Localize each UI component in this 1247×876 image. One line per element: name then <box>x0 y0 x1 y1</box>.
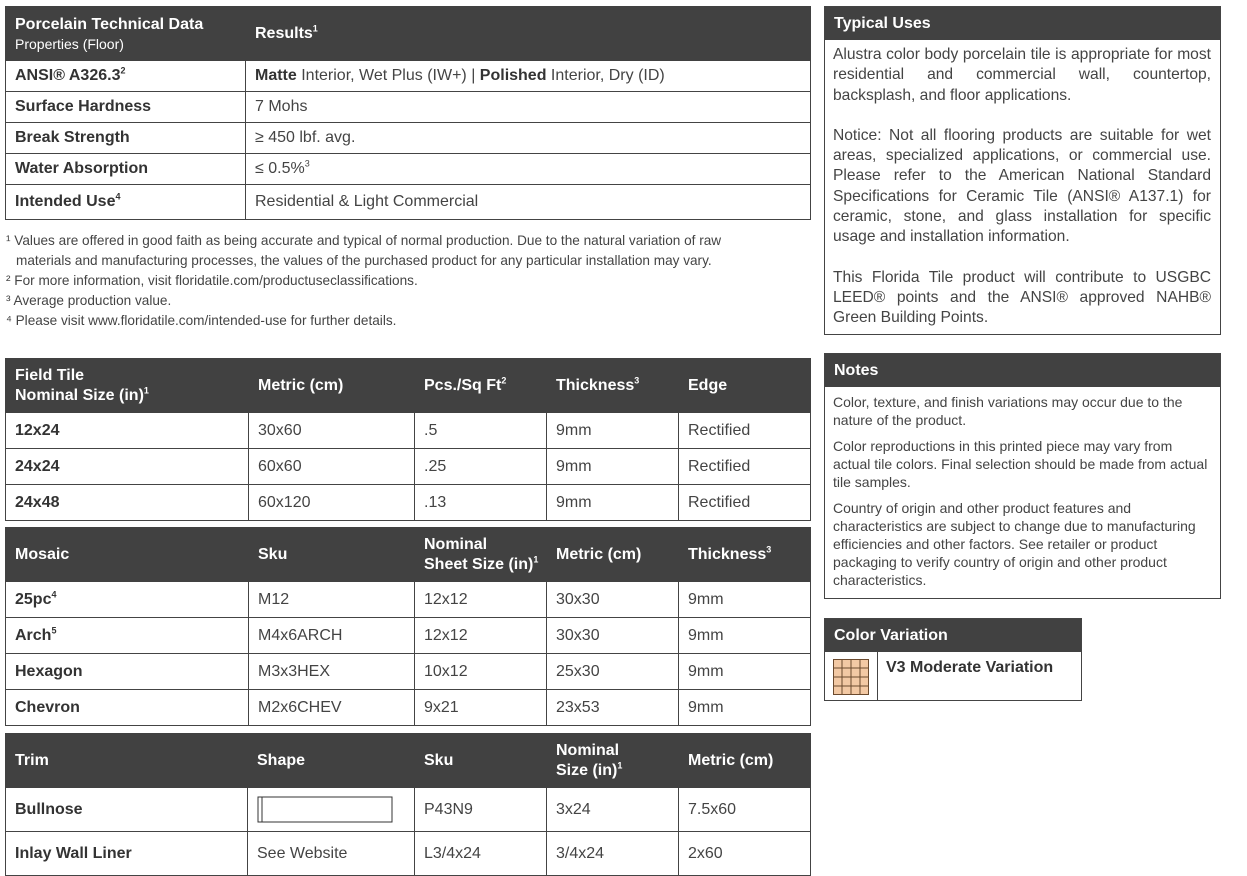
table-row: $25pc^4$ M12 12x12 30x30 9mm <box>6 582 811 618</box>
footnote: ¹ Values are offered in good faith as being accurate and typical of normal production. Due to the natural variation of raw <box>6 233 722 248</box>
bullnose-shape-icon <box>248 788 415 832</box>
table-row: Surface Hardness 7 Mohs <box>6 92 811 123</box>
tile-grid-icon <box>833 659 869 695</box>
color-variation-title: Color Variation <box>825 619 1081 652</box>
field-tile-header: Field Tile Nominal Size (in)$^1$ <box>6 359 249 413</box>
footnotes <box>6 231 796 331</box>
table-row: Inlay Wall Liner See Website L3/4x24 3/4x24 2x60 <box>6 832 811 876</box>
table-row: 12x24 30x60 .5 9mm Rectified <box>6 413 811 449</box>
technical-data-table <box>5 6 811 220</box>
trim-table <box>5 733 811 876</box>
typical-uses-panel <box>824 6 1221 335</box>
table-row: Break Strength ≥ 450 lbf. avg. <box>6 123 811 154</box>
table-row: ANSI® A326.3$^2$ Matte Interior, Wet Plus (IW+) | Polished Interior, Dry (ID) <box>6 61 811 92</box>
results-header: Results$^1$ <box>246 7 811 61</box>
metric-header: Metric (cm) <box>679 734 811 788</box>
edge-header: Edge <box>679 359 811 413</box>
thickness-header: Thickness$^3$ <box>679 528 811 582</box>
mosaic-header: Mosaic <box>6 528 249 582</box>
metric-header: Metric (cm) <box>547 528 679 582</box>
nominal-size-header: Nominal Size (in)$^1$ <box>547 734 679 788</box>
notice-text: Notice: Not all flooring products are suitable for wet areas, specialized applications, or commercial use. Please refer to the American National Standard Specifications for Ceramic Tile (ANSI® A137.1) for ceramic, stone, and glass installation for specific usage and installation information. <box>833 126 1211 246</box>
sku-header: Sku <box>415 734 547 788</box>
color-variation-label: V3 Moderate Variation <box>886 659 1054 676</box>
notes-panel <box>824 353 1221 599</box>
pcs-header: Pcs./Sq Ft$^2$ <box>415 359 547 413</box>
mosaic-table <box>5 527 811 726</box>
note-item: Color, texture, and finish variations may occur due to the nature of the product. <box>833 394 1183 428</box>
table-row: Hexagon M3x3HEX 10x12 25x30 9mm <box>6 654 811 690</box>
typical-uses-text: Alustra color body porcelain tile is appropriate for most residential and commercial wall, countertop, backsplash, and floor applications. <box>833 46 1211 104</box>
typical-uses-title: Typical Uses <box>825 7 1220 40</box>
table-row: Water Absorption ≤ 0.5%$^3$ <box>6 154 811 185</box>
footnote: materials and manufacturing processes, the values of the purchased product for any particular installation may vary. <box>16 253 712 268</box>
table-row: Chevron M2x6CHEV 9x21 23x53 9mm <box>6 690 811 726</box>
footnote: ³ Average production value. <box>6 293 172 308</box>
thickness-header: Thickness$^3$ <box>547 359 679 413</box>
tech-title: Porcelain Technical Data Properties (Floor) <box>6 7 246 61</box>
metric-header: Metric (cm) <box>249 359 415 413</box>
trim-header: Trim <box>6 734 248 788</box>
table-row: Bullnose P43N9 3x24 7.5x60 <box>6 788 811 832</box>
note-item: Color reproductions in this printed piece may vary from actual tile colors. Final selection should be made from actual tile samples. <box>833 438 1208 490</box>
table-row: 24x24 60x60 .25 9mm Rectified <box>6 449 811 485</box>
notes-title: Notes <box>825 354 1220 387</box>
note-item: Country of origin and other product features and characteristics are subject to change due to manufacturing efficiencies and other factors. See retailer or product packaging to verify country of origin and other product characteristics. <box>833 500 1196 588</box>
sheet-size-header: Nominal Sheet Size (in)$^1$ <box>415 528 547 582</box>
sku-header: Sku <box>249 528 415 582</box>
footnote: ² For more information, visit floridatile.com/productuseclassifications. <box>6 273 418 288</box>
shape-header: Shape <box>248 734 415 788</box>
table-row: Arch$^5$ M4x6ARCH 12x12 30x30 9mm <box>6 618 811 654</box>
footnote: ⁴ Please visit www.floridatile.com/intended-use for further details. <box>6 313 397 328</box>
table-row: 24x48 60x120 .13 9mm Rectified <box>6 485 811 521</box>
table-row: Intended Use$^4$ Residential & Light Commercial <box>6 185 811 220</box>
color-variation-panel <box>824 618 1082 701</box>
field-tile-table <box>5 358 811 521</box>
leed-text: This Florida Tile product will contribute to USGBC LEED® points and the ANSI® approved NAHB® Green Building Points. <box>833 268 1211 327</box>
